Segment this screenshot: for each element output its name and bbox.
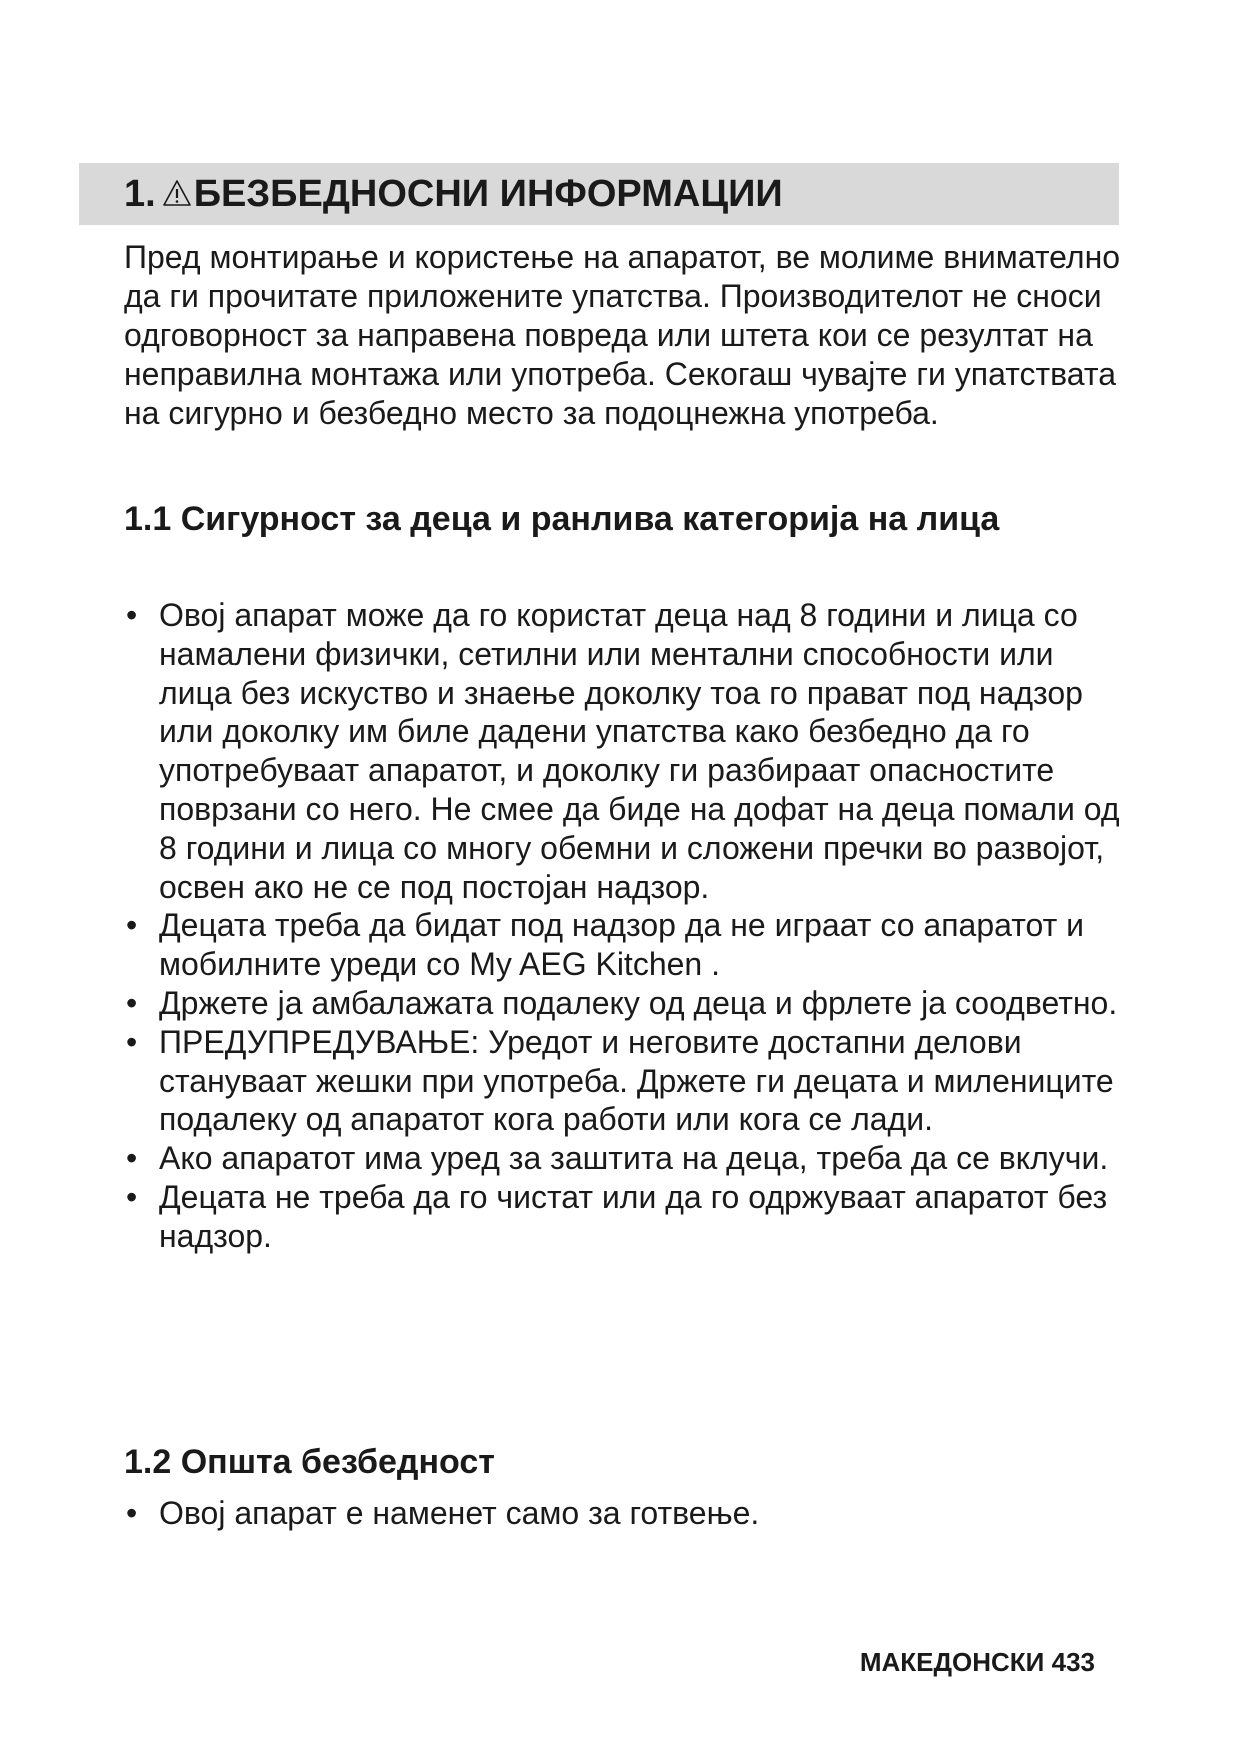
list-item-text: Децата треба да бидат под надзор да не играат со апаратот и мобилните уреди со My AEG Kitchen .: [159, 907, 1085, 983]
page-number: 433: [1051, 1647, 1095, 1677]
list-item: [124, 596, 1134, 906]
subsection-heading-child-safety: 1.1 Сигурност за деца и ранлива категорија на лица: [124, 500, 1000, 538]
child-safety-list: [124, 596, 1134, 1256]
page-footer: [860, 1647, 1095, 1677]
section-number: 1.: [124, 173, 156, 215]
footer-language: МАКЕДОНСКИ: [859, 1647, 1045, 1677]
section-title-text: БЕЗБЕДНОСНИ ИНФОРМАЦИИ: [193, 173, 783, 215]
list-item: [124, 1139, 1134, 1178]
intro-text: Пред монтирање и користење на апаратот, ве молиме внимателно да ги прочитате приложените упатства. Производителот не сноси одговорност за направена повреда или штета кои се резултат на неправилна монтажа или употреба. Секогаш чувајте ги упатствата на сигурно и безбедно место за подоцнежна употреба.: [124, 239, 1121, 431]
list-item: [124, 1494, 1134, 1533]
warning-triangle-icon: [162, 179, 192, 207]
list-item: [124, 906, 1134, 984]
general-safety-list: [124, 1494, 1134, 1533]
bullet: •: [126, 1178, 138, 1215]
bullet: •: [126, 984, 138, 1021]
list-item: [124, 1023, 1134, 1139]
subsection-heading-general-safety: 1.2 Општа безбедност: [124, 1443, 495, 1481]
list-item-text: ПРЕДУПРЕДУВАЊЕ: Уредот и неговите достапни делови стануваат жешки при употреба. Држете ги децата и милениците подалеку од апаратот кога работи или кога се лади.: [159, 1023, 1114, 1138]
section-title: [124, 172, 783, 216]
list-item-text: Држете ја амбалажата подалеку од деца и фрлете ја соодветно.: [159, 984, 1118, 1021]
list-item-text: Овој апарат е наменет само за готвење.: [159, 1495, 760, 1531]
list-item-text: Децата не треба да го чистат или да го одржуваат апаратот без надзор.: [159, 1178, 1108, 1254]
bullet: •: [126, 1495, 138, 1531]
bullet: •: [126, 597, 138, 633]
list-item: [124, 1178, 1134, 1256]
bullet: •: [126, 907, 138, 944]
list-item-text: Овој апарат може да го користат деца над 8 години и лица со намалени физички, сетилни или ментални способности или лица без искуство и знаење доколку тоа го прават под надзор или доколку им биле дадени упатства како безбедно да го употребуваат апаратот, и доколку ги разбираат опасностите поврзани со него. Не смее да биде на дофат на деца помали од 8 години и лица со многу обемни и сложени пречки во развојот, освен ако не се под постојан надзор.: [159, 597, 1120, 905]
bullet: •: [126, 1140, 138, 1177]
intro-paragraph: [124, 238, 1134, 433]
bullet: •: [126, 1023, 138, 1060]
list-item-text: Ако апаратот има уред за заштита на деца, треба да се вклучи.: [159, 1140, 1109, 1177]
list-item: [124, 984, 1134, 1023]
